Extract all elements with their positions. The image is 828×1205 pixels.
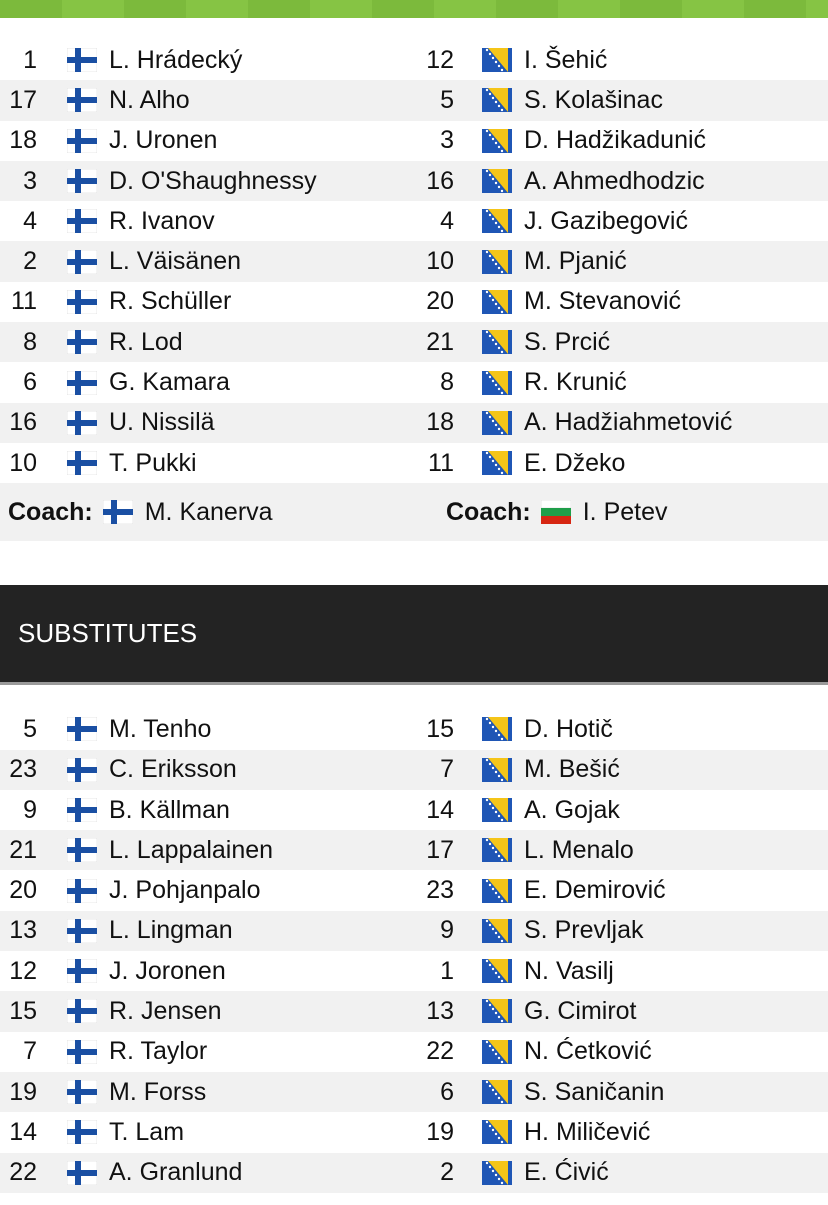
substitutes-list xyxy=(0,709,828,1193)
bosnia-flag-icon xyxy=(482,371,512,395)
player-name[interactable]: L. Väisänen xyxy=(109,247,242,276)
player-name[interactable]: S. Prevljak xyxy=(524,916,644,945)
finland-flag-icon xyxy=(67,209,97,233)
shirt-number: 13 xyxy=(426,996,454,1025)
player-row xyxy=(0,750,828,790)
player-row xyxy=(0,830,828,870)
player-name[interactable]: S. Prcić xyxy=(524,327,611,356)
finland-flag-icon xyxy=(67,290,97,314)
home-player[interactable] xyxy=(0,86,414,115)
bosnia-flag-icon xyxy=(482,717,512,741)
bosnia-flag-icon xyxy=(482,1080,512,1104)
finland-flag-icon xyxy=(67,999,97,1023)
shirt-number: 21 xyxy=(426,327,454,356)
finland-flag-icon xyxy=(67,411,97,435)
home-player[interactable] xyxy=(0,207,414,236)
shirt-number: 8 xyxy=(440,368,454,397)
player-name[interactable]: N. Vasilj xyxy=(524,956,614,985)
player-row xyxy=(0,403,828,443)
bosnia-flag-icon xyxy=(482,250,512,274)
shirt-number: 5 xyxy=(23,714,37,743)
shirt-number: 10 xyxy=(426,247,454,276)
finland-flag-icon xyxy=(67,838,97,862)
player-name[interactable]: R. Jensen xyxy=(109,996,222,1025)
player-name[interactable]: N. Alho xyxy=(109,85,190,114)
player-name[interactable]: G. Cimirot xyxy=(524,996,637,1025)
shirt-number: 7 xyxy=(440,755,454,784)
player-row xyxy=(0,1153,828,1193)
shirt-number: 15 xyxy=(9,996,37,1025)
home-player[interactable] xyxy=(0,755,414,784)
player-row xyxy=(0,282,828,322)
away-player[interactable] xyxy=(400,207,814,236)
away-player[interactable] xyxy=(400,715,814,744)
home-player[interactable] xyxy=(0,916,414,945)
home-coach xyxy=(0,498,414,527)
shirt-number: 20 xyxy=(9,876,37,905)
shirt-number: 11 xyxy=(428,448,454,477)
shirt-number: 12 xyxy=(426,45,454,74)
player-name[interactable]: L. Hrádecký xyxy=(109,45,243,74)
player-name[interactable]: L. Menalo xyxy=(524,835,634,864)
away-player[interactable] xyxy=(400,916,814,945)
finland-flag-icon xyxy=(67,1040,97,1064)
player-row xyxy=(0,790,828,830)
shirt-number: 4 xyxy=(23,206,37,235)
player-name[interactable]: T. Pukki xyxy=(109,448,197,477)
player-name[interactable]: G. Kamara xyxy=(109,368,230,397)
bosnia-flag-icon xyxy=(482,838,512,862)
away-player[interactable] xyxy=(400,287,814,316)
player-row xyxy=(0,443,828,483)
player-row xyxy=(0,201,828,241)
shirt-number: 23 xyxy=(9,755,37,784)
coach-name[interactable]: M. Kanerva xyxy=(144,497,273,526)
shirt-number: 1 xyxy=(23,45,37,74)
shirt-number: 9 xyxy=(440,916,454,945)
bosnia-flag-icon xyxy=(482,879,512,903)
coach-label: Coach: xyxy=(8,497,93,526)
bosnia-flag-icon xyxy=(482,798,512,822)
away-player[interactable] xyxy=(400,167,814,196)
home-player[interactable] xyxy=(0,715,414,744)
bosnia-flag-icon xyxy=(482,290,512,314)
player-name[interactable]: U. Nissilä xyxy=(109,408,215,437)
away-player[interactable] xyxy=(400,368,814,397)
player-row xyxy=(0,40,828,80)
shirt-number: 17 xyxy=(426,835,454,864)
player-name[interactable]: R. Lod xyxy=(109,327,183,356)
player-row xyxy=(0,709,828,749)
player-name[interactable]: S. Kolašinac xyxy=(524,85,663,114)
shirt-number: 21 xyxy=(9,835,37,864)
player-row xyxy=(0,951,828,991)
finland-flag-icon xyxy=(67,129,97,153)
finland-flag-icon xyxy=(67,169,97,193)
coach-label: Coach: xyxy=(446,497,531,526)
shirt-number: 7 xyxy=(23,1037,37,1066)
bosnia-flag-icon xyxy=(482,451,512,475)
away-player[interactable] xyxy=(400,957,814,986)
bosnia-flag-icon xyxy=(482,758,512,782)
home-player[interactable] xyxy=(0,1037,414,1066)
away-player[interactable] xyxy=(400,449,814,478)
player-name[interactable]: D. O'Shaughnessy xyxy=(109,166,317,195)
shirt-number: 3 xyxy=(23,166,37,195)
player-name[interactable]: S. Saničanin xyxy=(524,1077,665,1106)
player-name[interactable]: I. Šehić xyxy=(524,45,608,74)
away-player[interactable] xyxy=(400,836,814,865)
home-player[interactable] xyxy=(0,796,414,825)
player-name[interactable]: H. Miličević xyxy=(524,1117,651,1146)
player-name[interactable]: D. Hotič xyxy=(524,714,613,743)
player-name[interactable]: M. Forss xyxy=(109,1077,207,1106)
substitutes-header xyxy=(0,585,828,685)
pitch-header-strip xyxy=(0,0,828,18)
bosnia-flag-icon xyxy=(482,1040,512,1064)
home-player[interactable] xyxy=(0,328,414,357)
player-name[interactable]: R. Schüller xyxy=(109,287,232,316)
player-row xyxy=(0,1072,828,1112)
away-player[interactable] xyxy=(400,247,814,276)
finland-flag-icon xyxy=(67,1120,97,1144)
player-name[interactable]: A. Hadžiahmetović xyxy=(524,408,733,437)
player-name[interactable]: M. Pjanić xyxy=(524,247,627,276)
player-row xyxy=(0,121,828,161)
starting-lineups xyxy=(0,40,828,483)
shirt-number: 16 xyxy=(426,166,454,195)
finland-flag-icon xyxy=(67,48,97,72)
away-coach xyxy=(414,498,828,527)
player-name[interactable]: D. Hadžikadunić xyxy=(524,126,707,155)
shirt-number: 4 xyxy=(440,206,454,235)
bosnia-flag-icon xyxy=(482,129,512,153)
finland-flag-icon xyxy=(67,88,97,112)
away-player[interactable] xyxy=(400,126,814,155)
player-name[interactable]: N. Ćetković xyxy=(524,1037,652,1066)
shirt-number: 5 xyxy=(440,85,454,114)
player-name[interactable]: J. Uronen xyxy=(109,126,218,155)
finland-flag-icon xyxy=(67,798,97,822)
shirt-number: 22 xyxy=(426,1037,454,1066)
player-name[interactable]: E. Džeko xyxy=(524,448,626,477)
shirt-number: 22 xyxy=(9,1158,37,1187)
finland-flag-icon xyxy=(67,758,97,782)
shirt-number: 13 xyxy=(9,916,37,945)
player-name[interactable]: R. Krunić xyxy=(524,368,627,397)
home-player[interactable] xyxy=(0,247,414,276)
bosnia-flag-icon xyxy=(482,48,512,72)
player-name[interactable]: A. Gojak xyxy=(524,795,620,824)
finland-flag-icon xyxy=(67,371,97,395)
shirt-number: 16 xyxy=(9,408,37,437)
away-player[interactable] xyxy=(400,1037,814,1066)
shirt-number: 2 xyxy=(23,247,37,276)
shirt-number: 19 xyxy=(9,1077,37,1106)
player-row xyxy=(0,911,828,951)
finland-flag-icon xyxy=(67,1161,97,1185)
shirt-number: 17 xyxy=(9,85,37,114)
home-player[interactable] xyxy=(0,167,414,196)
away-player[interactable] xyxy=(400,46,814,75)
bosnia-flag-icon xyxy=(482,999,512,1023)
player-name[interactable]: E. Demirović xyxy=(524,876,666,905)
finland-flag-icon xyxy=(67,250,97,274)
player-name[interactable]: A. Granlund xyxy=(109,1158,243,1187)
shirt-number: 6 xyxy=(23,368,37,397)
player-name[interactable]: C. Eriksson xyxy=(109,755,237,784)
home-player[interactable] xyxy=(0,1118,414,1147)
shirt-number: 9 xyxy=(23,795,37,824)
player-name[interactable]: L. Lappalainen xyxy=(109,835,274,864)
away-player[interactable] xyxy=(400,997,814,1026)
player-name[interactable]: J. Joronen xyxy=(109,956,226,985)
home-player[interactable] xyxy=(0,997,414,1026)
bosnia-flag-icon xyxy=(482,1161,512,1185)
player-row xyxy=(0,362,828,402)
shirt-number: 3 xyxy=(440,126,454,155)
home-player[interactable] xyxy=(0,836,414,865)
finland-flag-icon xyxy=(67,879,97,903)
coach-row xyxy=(0,483,828,541)
shirt-number: 14 xyxy=(9,1117,37,1146)
home-player[interactable] xyxy=(0,449,414,478)
shirt-number: 2 xyxy=(440,1158,454,1187)
player-row xyxy=(0,1032,828,1072)
player-name[interactable]: J. Gazibegović xyxy=(524,206,688,235)
bulgaria-flag-icon xyxy=(541,500,571,524)
finland-flag-icon xyxy=(67,717,97,741)
shirt-number: 14 xyxy=(426,795,454,824)
home-player[interactable] xyxy=(0,957,414,986)
home-player[interactable] xyxy=(0,876,414,905)
player-row xyxy=(0,161,828,201)
player-name[interactable]: B. Källman xyxy=(109,795,230,824)
away-player[interactable] xyxy=(400,328,814,357)
home-player[interactable] xyxy=(0,368,414,397)
shirt-number: 12 xyxy=(9,956,37,985)
shirt-number: 18 xyxy=(9,126,37,155)
player-name[interactable]: L. Lingman xyxy=(109,916,233,945)
section-title: SUBSTITUTES xyxy=(18,618,198,649)
player-name[interactable]: M. Bešić xyxy=(524,755,620,784)
home-player[interactable] xyxy=(0,287,414,316)
player-name[interactable]: T. Lam xyxy=(109,1117,185,1146)
player-name[interactable]: M. Tenho xyxy=(109,714,212,743)
finland-flag-icon xyxy=(67,959,97,983)
home-player[interactable] xyxy=(0,1158,414,1187)
player-row xyxy=(0,80,828,120)
home-player[interactable] xyxy=(0,126,414,155)
away-player[interactable] xyxy=(400,1158,814,1187)
player-row xyxy=(0,991,828,1031)
bosnia-flag-icon xyxy=(482,169,512,193)
away-player[interactable] xyxy=(400,755,814,784)
player-name[interactable]: R. Taylor xyxy=(109,1037,208,1066)
away-player[interactable] xyxy=(400,796,814,825)
home-player[interactable] xyxy=(0,408,414,437)
bosnia-flag-icon xyxy=(482,959,512,983)
away-player[interactable] xyxy=(400,1078,814,1107)
bosnia-flag-icon xyxy=(482,919,512,943)
shirt-number: 10 xyxy=(9,448,37,477)
shirt-number: 19 xyxy=(426,1117,454,1146)
coach-name[interactable]: I. Petev xyxy=(582,497,668,526)
bosnia-flag-icon xyxy=(482,1120,512,1144)
shirt-number: 23 xyxy=(426,876,454,905)
player-row xyxy=(0,322,828,362)
player-row xyxy=(0,870,828,910)
home-player[interactable] xyxy=(0,46,414,75)
player-name[interactable]: E. Ćivić xyxy=(524,1158,609,1187)
shirt-number: 1 xyxy=(440,956,454,985)
shirt-number: 15 xyxy=(426,714,454,743)
finland-flag-icon xyxy=(67,919,97,943)
finland-flag-icon xyxy=(103,500,133,524)
player-name[interactable]: A. Ahmedhodzic xyxy=(524,166,705,195)
away-player[interactable] xyxy=(400,1118,814,1147)
bosnia-flag-icon xyxy=(482,88,512,112)
player-name[interactable]: M. Stevanović xyxy=(524,287,682,316)
player-name[interactable]: J. Pohjanpalo xyxy=(109,876,261,905)
player-row xyxy=(0,241,828,281)
shirt-number: 11 xyxy=(11,287,37,316)
shirt-number: 8 xyxy=(23,327,37,356)
shirt-number: 6 xyxy=(440,1077,454,1106)
shirt-number: 18 xyxy=(426,408,454,437)
away-player[interactable] xyxy=(400,86,814,115)
bosnia-flag-icon xyxy=(482,209,512,233)
finland-flag-icon xyxy=(67,330,97,354)
bosnia-flag-icon xyxy=(482,411,512,435)
player-row xyxy=(0,1112,828,1152)
away-player[interactable] xyxy=(400,876,814,905)
away-player[interactable] xyxy=(400,408,814,437)
finland-flag-icon xyxy=(67,451,97,475)
player-name[interactable]: R. Ivanov xyxy=(109,206,215,235)
bosnia-flag-icon xyxy=(482,330,512,354)
finland-flag-icon xyxy=(67,1080,97,1104)
home-player[interactable] xyxy=(0,1078,414,1107)
shirt-number: 20 xyxy=(426,287,454,316)
